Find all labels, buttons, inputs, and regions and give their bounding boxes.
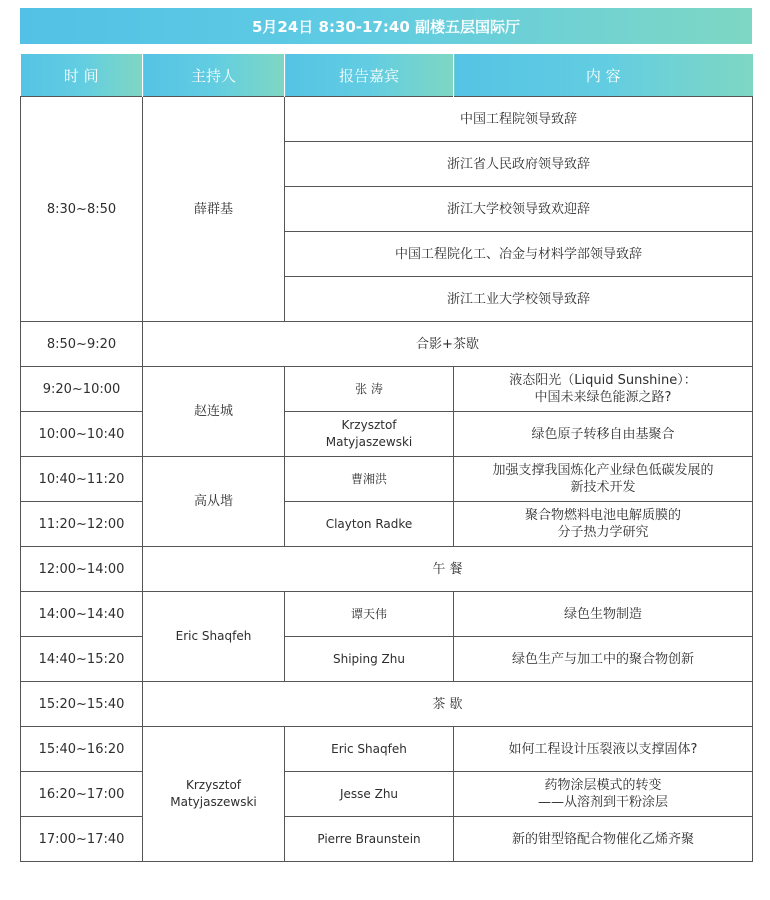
time-cell: 17:00~17:40 bbox=[21, 817, 143, 862]
content-cell: 绿色原子转移自由基聚合 bbox=[454, 412, 753, 457]
speaker-cell: Clayton Radke bbox=[285, 502, 454, 547]
speaker-cell: Shiping Zhu bbox=[285, 637, 454, 682]
time-cell: 12:00~14:00 bbox=[21, 547, 143, 592]
time-cell: 15:40~16:20 bbox=[21, 727, 143, 772]
content-cell: 合影+茶歇 bbox=[143, 322, 753, 367]
time-cell: 14:40~15:20 bbox=[21, 637, 143, 682]
table-row bbox=[21, 592, 753, 637]
content-cell: 绿色生物制造 bbox=[454, 592, 753, 637]
time-cell: 10:40~11:20 bbox=[21, 457, 143, 502]
table-row bbox=[21, 412, 753, 457]
speaker-cell: 谭天伟 bbox=[285, 592, 454, 637]
time-cell: 10:00~10:40 bbox=[21, 412, 143, 457]
table-row bbox=[21, 682, 753, 727]
table-row bbox=[21, 502, 753, 547]
header-speaker: 报告嘉宾 bbox=[285, 54, 454, 97]
content-cell: 中国工程院领导致辞 bbox=[285, 97, 753, 142]
time-cell: 16:20~17:00 bbox=[21, 772, 143, 817]
speaker-cell: Krzysztof Matyjaszewski bbox=[285, 412, 454, 457]
host-cell: Krzysztof Matyjaszewski bbox=[143, 727, 285, 862]
time-cell: 8:30~8:50 bbox=[21, 97, 143, 322]
content-cell: 如何工程设计压裂液以支撑固体? bbox=[454, 727, 753, 772]
host-cell: Eric Shaqfeh bbox=[143, 592, 285, 682]
table-row bbox=[21, 772, 753, 817]
content-cell: 中国工程院化工、冶金与材料学部领导致辞 bbox=[285, 232, 753, 277]
content-cell: 聚合物燃料电池电解质膜的 分子热力学研究 bbox=[454, 502, 753, 547]
host-cell: 赵连城 bbox=[143, 367, 285, 457]
speaker-cell: Eric Shaqfeh bbox=[285, 727, 454, 772]
content-cell: 茶 歇 bbox=[143, 682, 753, 727]
content-cell: 加强支撑我国炼化产业绿色低碳发展的 新技术开发 bbox=[454, 457, 753, 502]
table-row bbox=[21, 727, 753, 772]
speaker-cell: 曹湘洪 bbox=[285, 457, 454, 502]
table-row bbox=[21, 367, 753, 412]
content-cell: 绿色生产与加工中的聚合物创新 bbox=[454, 637, 753, 682]
table-row bbox=[21, 547, 753, 592]
header-time: 时 间 bbox=[21, 54, 143, 97]
content-cell: 浙江大学校领导致欢迎辞 bbox=[285, 187, 753, 232]
time-cell: 8:50~9:20 bbox=[21, 322, 143, 367]
header-content: 内 容 bbox=[454, 54, 753, 97]
content-cell: 浙江工业大学校领导致辞 bbox=[285, 277, 753, 322]
content-cell: 新的钳型铬配合物催化乙烯齐聚 bbox=[454, 817, 753, 862]
content-cell: 药物涂层模式的转变 ——从溶剂到干粉涂层 bbox=[454, 772, 753, 817]
schedule-banner bbox=[20, 8, 752, 44]
time-cell: 11:20~12:00 bbox=[21, 502, 143, 547]
table-row bbox=[21, 457, 753, 502]
table-header-row bbox=[21, 54, 753, 97]
banner-title: 5月24日 8:30-17:40 副楼五层国际厅 bbox=[251, 17, 521, 36]
time-cell: 9:20~10:00 bbox=[21, 367, 143, 412]
content-cell: 液态阳光（Liquid Sunshine）： 中国未来绿色能源之路? bbox=[454, 367, 753, 412]
content-cell: 午 餐 bbox=[143, 547, 753, 592]
schedule-table bbox=[20, 54, 753, 862]
speaker-cell: 张 涛 bbox=[285, 367, 454, 412]
table-row bbox=[21, 817, 753, 862]
table-row bbox=[21, 97, 753, 142]
table-row bbox=[21, 322, 753, 367]
host-cell: 高从堦 bbox=[143, 457, 285, 547]
time-cell: 14:00~14:40 bbox=[21, 592, 143, 637]
header-host: 主持人 bbox=[143, 54, 285, 97]
table-row bbox=[21, 637, 753, 682]
host-cell: 薛群基 bbox=[143, 97, 285, 322]
speaker-cell: Pierre Braunstein bbox=[285, 817, 454, 862]
time-cell: 15:20~15:40 bbox=[21, 682, 143, 727]
speaker-cell: Jesse Zhu bbox=[285, 772, 454, 817]
content-cell: 浙江省人民政府领导致辞 bbox=[285, 142, 753, 187]
